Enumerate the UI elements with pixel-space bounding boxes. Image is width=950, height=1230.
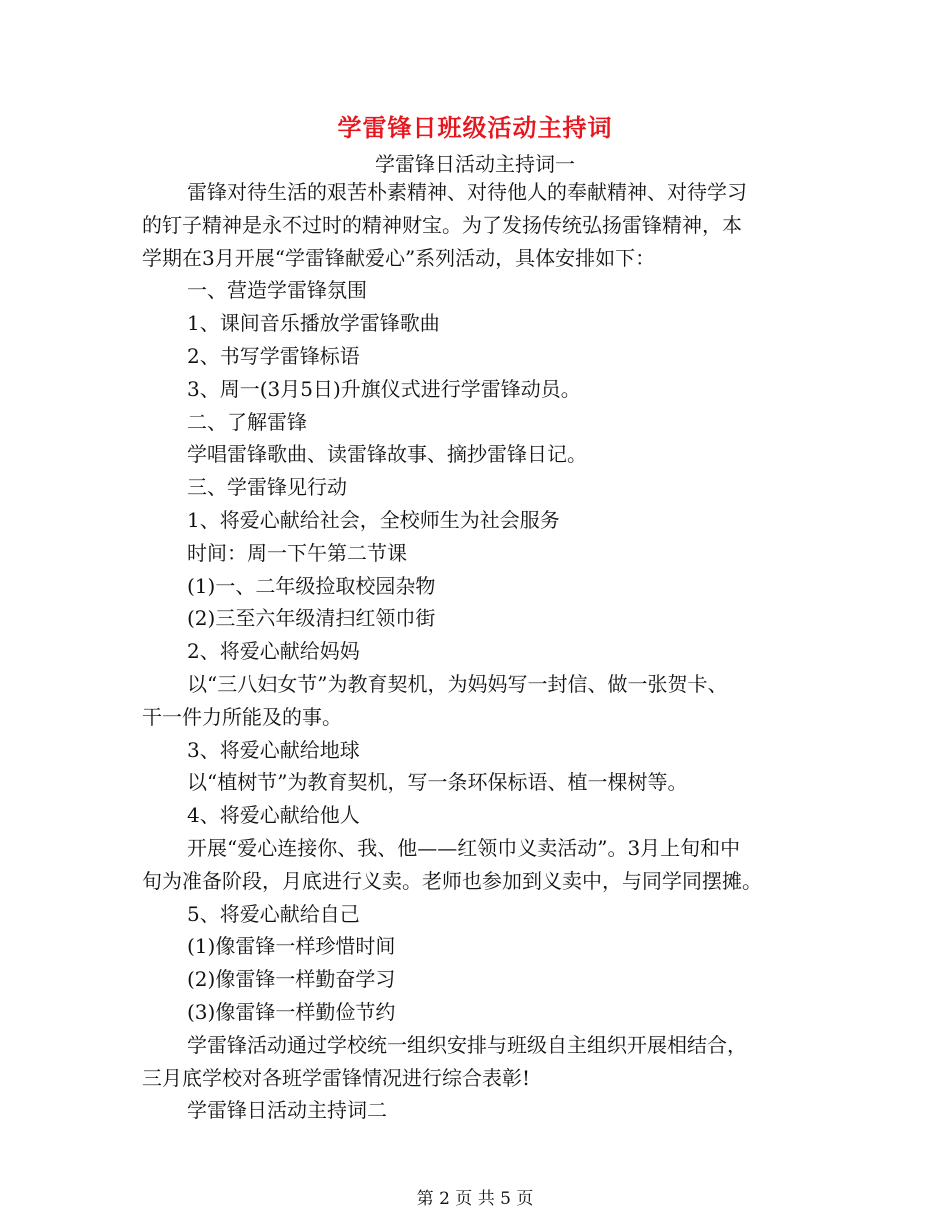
paragraph-line: (2)三至六年级清扫红领巾街 [187, 606, 436, 631]
paragraph-line: 2、书写学雷锋标语 [187, 343, 360, 368]
paragraph-line: (1)一、二年级捡取校园杂物 [187, 573, 436, 598]
paragraph-line: 时间：周一下午第二节课 [187, 540, 407, 565]
paragraph-line: (1)像雷锋一样珍惜时间 [187, 934, 396, 959]
paragraph-line: (3)像雷锋一样勤俭节约 [187, 999, 396, 1024]
document-title: 学雷锋日班级活动主持词 [337, 113, 613, 142]
paragraph-line: 学雷锋日活动主持词二 [187, 1098, 387, 1123]
paragraph-line: 4、将爱心献给他人 [187, 803, 360, 828]
paragraph-line: 开展“爱心连接你、我、他——红领巾义卖活动”。3月上旬和中 [187, 835, 741, 860]
paragraph-line: 学唱雷锋歌曲、读雷锋故事、摘抄雷锋日记。 [187, 442, 587, 467]
paragraph-line: 3、将爱心献给地球 [187, 737, 360, 762]
paragraph-line: 的钉子精神是永不过时的精神财宝。为了发扬传统弘扬雷锋精神，本 [142, 212, 742, 237]
page-footer: 第 2 页 共 5 页 [416, 1189, 534, 1209]
paragraph-line: (2)像雷锋一样勤奋学习 [187, 967, 396, 992]
paragraph-line: 三月底学校对各班学雷锋情况进行综合表彰! [142, 1065, 531, 1090]
paragraph-line: 以“三八妇女节”为教育契机，为妈妈写一封信、做一张贺卡、 [187, 671, 728, 696]
paragraph-line: 干一件力所能及的事。 [142, 704, 342, 729]
paragraph-line: 二、了解雷锋 [187, 409, 307, 434]
document-body [142, 176, 822, 1127]
paragraph-line: 1、将爱心献给社会，全校师生为社会服务 [187, 507, 560, 532]
paragraph-line: 学雷锋活动通过学校统一组织安排与班级自主组织开展相结合， [187, 1032, 747, 1057]
paragraph-line: 以“植树节”为教育契机，写一条环保标语、植一棵树等。 [187, 770, 688, 795]
paragraph-line: 2、将爱心献给妈妈 [187, 639, 360, 664]
paragraph-line: 旬为准备阶段，月底进行义卖。老师也参加到义卖中，与同学同摆摊。 [142, 868, 762, 893]
paragraph-line: 1、课间音乐播放学雷锋歌曲 [187, 311, 440, 336]
paragraph-line: 雷锋对待生活的艰苦朴素精神、对待他人的奉献精神、对待学习 [187, 180, 747, 204]
paragraph-line: 学期在3月开展“学雷锋献爱心”系列活动，具体安排如下： [142, 245, 656, 270]
paragraph-line: 5、将爱心献给自己 [187, 901, 360, 926]
paragraph-line: 三、学雷锋见行动 [187, 475, 347, 500]
paragraph-line: 一、营造学雷锋氛围 [187, 278, 367, 303]
paragraph-line: 3、周一(3月5日)升旗仪式进行学雷锋动员。 [187, 376, 581, 401]
document-subtitle: 学雷锋日活动主持词一 [375, 152, 575, 176]
